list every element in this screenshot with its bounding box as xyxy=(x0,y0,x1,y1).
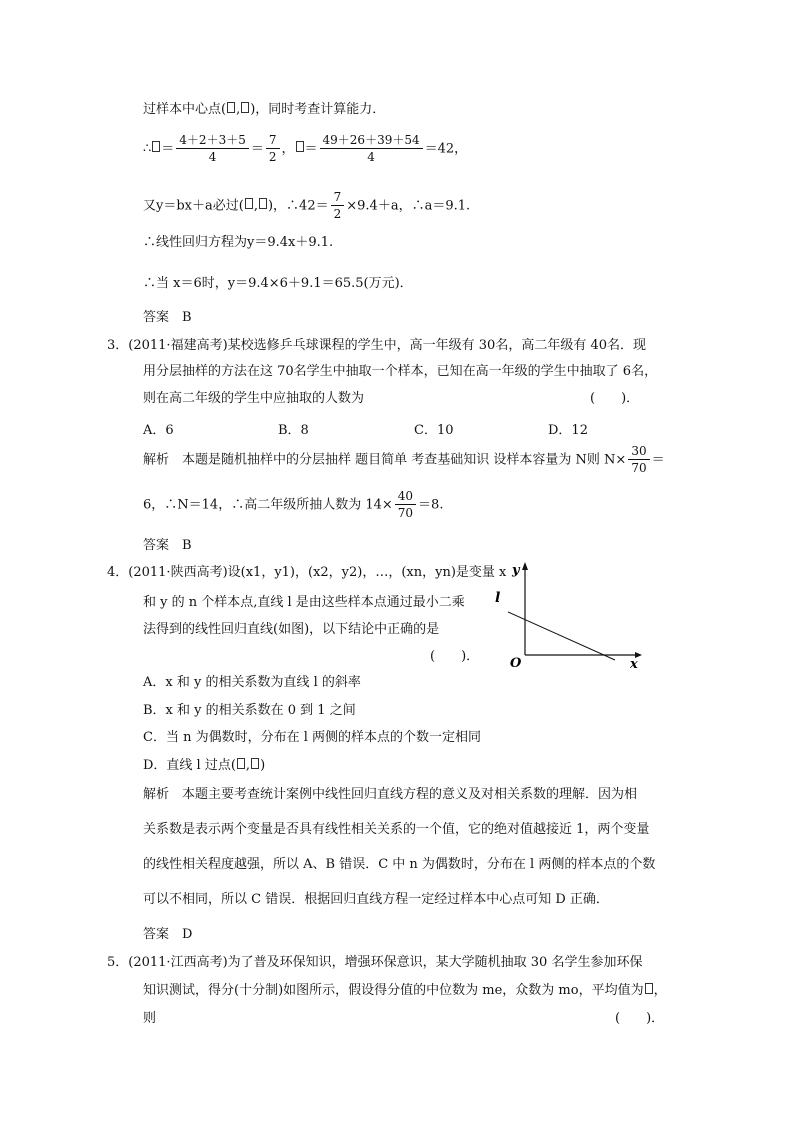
y-bar-symbol xyxy=(241,102,249,113)
q4-solution-line-3: 的线性相关程度越强，所以 A、B 错误．C 中 n 为偶数时，分布在 l 两侧的样本点的个数 xyxy=(143,857,656,872)
question-4-line-2: 和 y 的 n 个样本点,直线 l 是由这些样本点通过最小二乘 xyxy=(143,595,465,610)
fraction-40-70: $\frac{40}{70}$ xyxy=(395,489,416,521)
regression-line-figure xyxy=(490,560,650,670)
q3-choice-a: A．6 xyxy=(143,423,174,438)
x-bar-symbol xyxy=(237,758,245,769)
answer-2: 答案 B xyxy=(143,310,192,325)
q4-solution-line-1: 解析 本题主要考查统计案例中线性回归直线方程的意义及对相关系数的理解．因为相 xyxy=(143,787,638,802)
fraction-7-2: $\frac{7}{2}$ xyxy=(266,133,280,165)
prediction-line: ∴当 x＝6时，y＝9.4×6＋9.1＝65.5(万元)． xyxy=(143,276,413,291)
y-axis-label: y xyxy=(512,563,520,578)
question-4-paren: ( )． xyxy=(430,649,480,664)
x-axis-label: x xyxy=(630,657,638,670)
fraction-30-70: $\frac{30}{70}$ xyxy=(628,444,649,476)
q4-option-c: C．当 n 为偶数时，分布在 l 两侧的样本点的个数一定相同 xyxy=(143,730,482,745)
q4-option-b: B．x 和 y 的相关系数在 0 到 1 之间 xyxy=(143,703,356,718)
q3-choice-d: D．12 xyxy=(548,423,588,438)
question-4-line-1: 4．(2011·陕西高考)设(x1，y1)，(x2，y2)，…，(xn，yn)是变量 x xyxy=(107,565,507,580)
question-5-line-1: 5．(2011·江西高考)为了普及环保知识，增强环保意识，某大学随机抽取 30 名学生参加环保 xyxy=(107,955,643,970)
x-bar-symbol xyxy=(152,141,160,152)
answer-3: 答案 B xyxy=(143,538,192,553)
question-3-line-3: 则在高二年级的学生中应抽取的人数为 xyxy=(143,391,365,406)
line-l-label: l xyxy=(495,590,501,606)
q3-solution-line-1: 解析 本题是随机抽样中的分层抽样 题目简单 考查基础知识 设样本容量为 N则 N× $\frac{30}{70}$ ＝ xyxy=(143,444,665,476)
y-axis-arrow xyxy=(522,562,528,570)
origin-label: O xyxy=(510,656,522,670)
q4-option-d: D．直线 l 过点( , ) xyxy=(143,758,266,773)
x-bar-symbol xyxy=(227,102,235,113)
q3-choice-b: B．8 xyxy=(278,423,309,438)
y-bar-symbol xyxy=(251,758,259,769)
y-bar-symbol xyxy=(296,141,304,152)
question-4-line-3: 法得到的线性回归直线(如图)，以下结论中正确的是 xyxy=(143,622,440,637)
q3-choice-c: C．10 xyxy=(414,423,454,438)
x-bar-symbol xyxy=(245,198,253,209)
x-bar-symbol xyxy=(645,983,653,994)
question-5-line-2: 知识测试，得分(十分制)如图所示，假设得分值的中位数为 me，众数为 mo，平均值为 ， xyxy=(143,983,667,998)
fraction-x-mean: $\frac{4+2+3+5}{4}$ xyxy=(176,133,249,165)
regression-equation-line: ∴线性回归方程为y＝9.4x＋9.1. xyxy=(143,235,334,250)
question-5-line-3: 则 xyxy=(143,1011,157,1026)
q4-solution-line-4: 可以不相同，所以 C 错误．根据回归直线方程一定经过样本中心点可知 D 正确． xyxy=(143,892,609,907)
regression-line-l xyxy=(508,612,615,660)
y-bar-symbol xyxy=(259,198,267,209)
question-3-paren: ( )． xyxy=(590,391,640,406)
question-3-line-2: 用分层抽样的方法在这 70名学生中抽取一个样本，已知在高一年级的学生中抽取了 6名， xyxy=(143,364,658,379)
regression-pass-line: 又y＝bx＋a必过( , )，∴42＝ $\frac{7}{2}$ ×9.4＋a，∴a＝9.1. xyxy=(143,190,471,222)
fraction-7-2: $\frac{7}{2}$ xyxy=(331,190,345,222)
q3-solution-line-2: 6，∴N＝14，∴高二年级所抽人数为 14× $\frac{40}{70}$ ＝8. xyxy=(143,489,444,521)
q4-solution-line-2: 关系数是表示两个变量是否具有线性相关关系的一个值，它的绝对值越接近 1，两个变量 xyxy=(143,822,650,837)
q4-option-a: A．x 和 y 的相关系数为直线 l 的斜率 xyxy=(143,675,361,690)
question-5-paren: ( )． xyxy=(615,1011,665,1026)
center-point-line: 过样本中心点( , )，同时考查计算能力． xyxy=(143,102,386,117)
question-3-line-1: 3．(2011·福建高考)某校选修乒乓球课程的学生中，高一年级有 30名，高二年级有 40名．现 xyxy=(107,338,646,353)
mean-calculation-line: ∴ ＝ $\frac{4+2+3+5}{4}$ ＝ $\frac{7}{2}$ ， ＝ $\frac{49+26+39+54}{4}$ ＝42， xyxy=(143,133,468,165)
answer-4: 答案 D xyxy=(143,927,193,942)
fraction-y-mean: $\frac{49+26+39+54}{4}$ xyxy=(320,133,423,165)
